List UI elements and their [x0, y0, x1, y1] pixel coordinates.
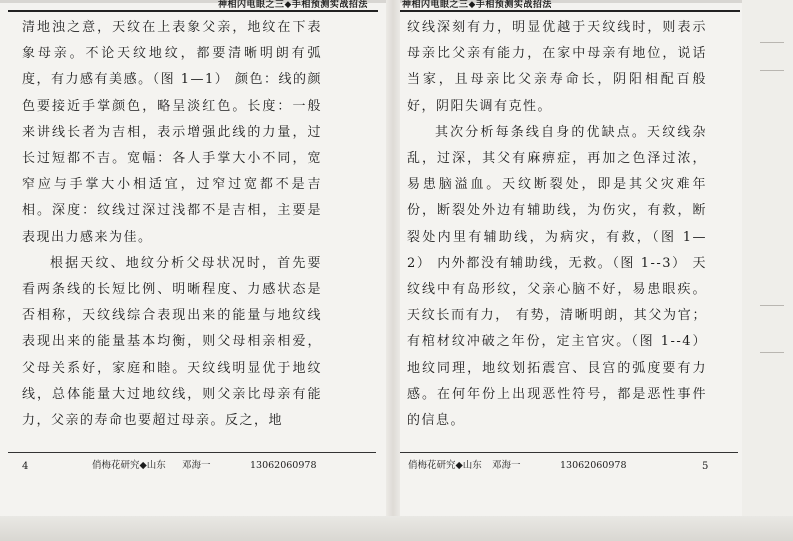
right-paragraph-1: 纹线深刻有力，明显优越于天纹线时，则表示母亲比父亲有能力，在家中母亲有地位，说话当家，且母亲比父亲寿命长，阴阳相配百般好，阴阳失调有克性。: [407, 20, 707, 114]
left-footer-phone: 13062060978: [250, 460, 317, 471]
page-gutter: [386, 0, 400, 516]
right-footer-author: 邓海一: [492, 460, 521, 471]
margin-mark: [760, 352, 784, 353]
right-body-text: [407, 15, 707, 434]
margin-mark: [760, 70, 784, 71]
left-header-rule: [8, 10, 378, 12]
right-running-header: 神相闪电眼之三◆手相预测实战招法: [402, 0, 552, 10]
margin-mark: [760, 305, 784, 306]
right-footer-phone: 13062060978: [560, 460, 627, 471]
left-paragraph-1: 清地浊之意，天纹在上表象父亲，地纹在下表象母亲。不论天纹地纹，都要清晰明朗有弧度，有力感有美感。（图 1—1） 颜色：线的颜色要接近手掌颜色，略呈淡红色。长度：一般来讲线长者为吉相，表示增强此线的力量，过长过短都不吉。宽幅：各人手掌大小不同，宽窄应与手掌大小相适宜，过窄过宽都不是吉相。深度：纹线过深过浅都不是吉相，主要是表现出力感来为佳。: [22, 20, 322, 245]
scan-margin-right: [742, 0, 793, 516]
right-header-rule: [400, 10, 740, 12]
left-footer-rule: [8, 452, 376, 453]
right-footer-research: 俏梅花研究◆山东: [408, 460, 482, 471]
left-body-text: [22, 15, 322, 434]
left-running-header: 神相闪电眼之三◆手相预测实战招法: [218, 0, 368, 10]
left-footer-research: 俏梅花研究◆山东: [92, 460, 166, 471]
left-paragraph-2: 根据天纹、地纹分析父母状况时，首先要看两条线的长短比例、明晰程度、力感状态是否相称，天纹线综合表现出来的能量与地纹线表现出来的能量基本均衡，则父母相亲相爱，父母关系好，家庭和睦。天纹线明显优于地纹线，总体能量大过地纹线，则父亲比母亲有能力，父亲的寿命也要超过母亲。反之，地: [22, 255, 322, 429]
right-page-number: 5: [702, 461, 709, 472]
left-page-number: 4: [22, 461, 29, 472]
scan-edge-bottom: [0, 516, 793, 541]
right-footer-rule: [400, 452, 738, 453]
right-paragraph-2: 其次分析每条线自身的优缺点。天纹线杂乱，过深，其父有麻痹症，再加之色泽过浓，易患脑溢血。天纹断裂处，即是其父灾难年份，断裂处外边有辅助线，为伤灾，有救，断裂处内里有辅助线，为病灾，有救，（图 1—2） 内外都没有辅助线，无救。（图 1--3） 天纹线中有岛形纹，父亲心脑不好，易患眼疾。天纹长而有力， 有势，清晰明朗，其父为官；有棺材纹冲破之年份，定主官灾。（图 1--4） 地纹同理，地纹划拓震宫、艮宫的弧度要有力感。在何年份上出现恶性符号，都是恶性事件的信息。: [407, 124, 707, 429]
left-footer-author: 邓海一: [182, 460, 211, 471]
margin-mark: [760, 42, 784, 43]
